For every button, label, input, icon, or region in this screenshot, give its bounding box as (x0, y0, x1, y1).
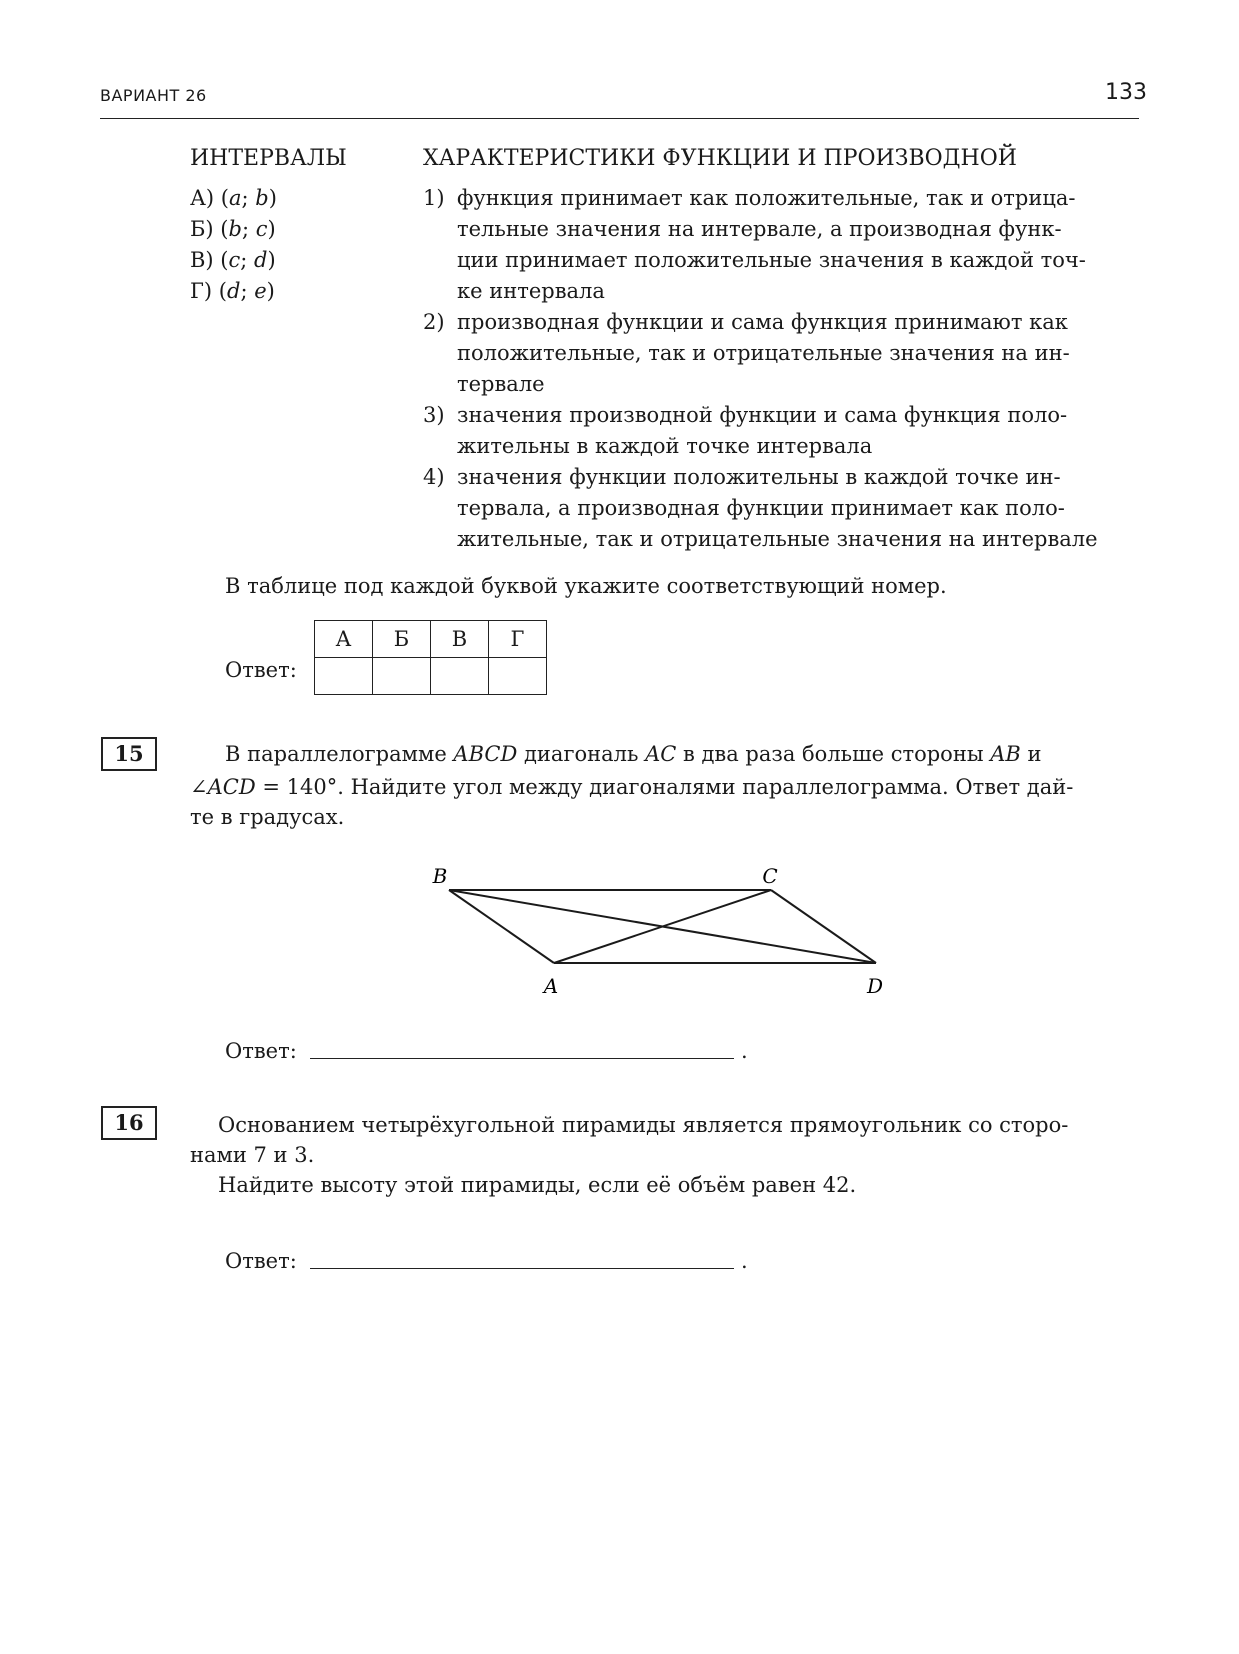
table-header-g: Г (489, 621, 547, 658)
interval-item: В) (c; d) (190, 248, 276, 272)
task16-answer-label: Ответ: (225, 1249, 297, 1273)
table-header-v: В (431, 621, 489, 658)
side-ab (449, 890, 554, 963)
task15-line2: ∠ACD = 140°. Найдите угол между диагоналями параллелограмма. Ответ дай- (190, 775, 1074, 799)
header-rule (100, 118, 1139, 119)
task15-answer-line[interactable] (310, 1058, 734, 1059)
vertex-label-c: C (762, 864, 778, 888)
task16-line3: Найдите высоту этой пирамиды, если её объём равен 42. (218, 1173, 857, 1197)
characteristic-item: 4) значения функции положительны в каждой точке ин- тервала, а производная функции принимает как поло- жительные, так и отрицательные значения на интервале (423, 465, 1098, 551)
vertex-label-d: D (866, 974, 884, 998)
page-number: 133 (1105, 80, 1147, 105)
vertex-label-b: B (432, 864, 448, 888)
task16-line1: Основанием четырёхугольной пирамиды является прямоугольник со сторо- (218, 1113, 1069, 1137)
answer-cell-a[interactable] (315, 658, 373, 695)
characteristics-title: ХАРАКТЕРИСТИКИ ФУНКЦИИ И ПРОИЗВОДНОЙ (423, 146, 1017, 171)
vertex-label-a: A (543, 974, 559, 998)
task15-answer-dot: . (741, 1039, 748, 1063)
answer-cell-b[interactable] (373, 658, 431, 695)
answer-table (314, 620, 547, 695)
table-header-b: Б (373, 621, 431, 658)
task16-line2: нами 7 и 3. (190, 1143, 315, 1167)
parallelogram-figure (420, 860, 900, 1000)
answer-cell-g[interactable] (489, 658, 547, 695)
task16-answer-line[interactable] (310, 1268, 734, 1269)
task14-answer-label: Ответ: (225, 658, 297, 682)
task15-line3: те в градусах. (190, 805, 345, 829)
characteristic-item: 3) значения производной функции и сама функция поло- жительны в каждой точке интервала (423, 403, 1068, 458)
task14-instruction: В таблице под каждой буквой укажите соответствующий номер. (225, 574, 947, 598)
intervals-list (190, 183, 277, 307)
task16-answer-dot: . (741, 1249, 748, 1273)
diagonal-ac (554, 890, 771, 963)
task16-number-box: 16 (101, 1106, 157, 1140)
task15-line1: В параллелограмме ABCD диагональ AC в два раза больше стороны AB и (225, 742, 1042, 766)
intervals-title: ИНТЕРВАЛЫ (190, 146, 347, 171)
table-header-a: А (315, 621, 373, 658)
answer-cell-v[interactable] (431, 658, 489, 695)
interval-item: А) (a; b) (190, 186, 277, 210)
task15-number-box: 15 (101, 737, 157, 771)
side-cd (771, 890, 876, 963)
interval-item: Б) (b; c) (190, 217, 276, 241)
characteristic-item: 2) производная функции и сама функция принимают как положительные, так и отрицательные значения на ин- тервале (423, 310, 1070, 396)
interval-item: Г) (d; e) (190, 279, 275, 303)
characteristic-item: 1) функция принимает как положительные, так и отрица- тельные значения на интервале, а производная функ- ции принимает положительные значения в каждой точ- ке интервала (423, 186, 1086, 303)
task15-answer-label: Ответ: (225, 1039, 297, 1063)
characteristics-list (423, 183, 1143, 555)
variant-label: ВАРИАНТ 26 (100, 86, 207, 105)
